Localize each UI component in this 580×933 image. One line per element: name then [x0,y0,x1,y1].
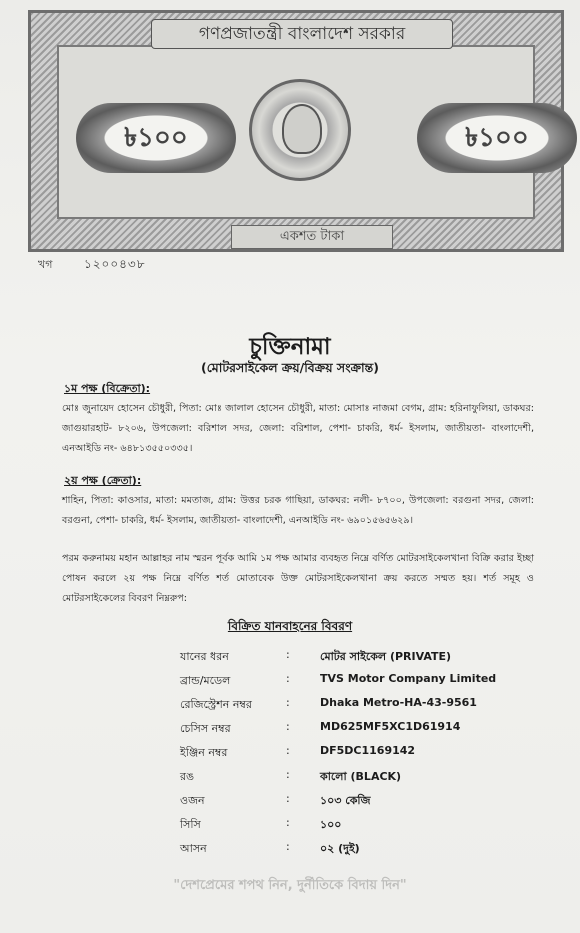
stamp-value-left: ৳১০০ [76,103,236,173]
stamp-serial [38,256,146,276]
stamp-frame [28,10,564,252]
table-row [180,840,540,860]
row-label: সিসি [180,818,201,831]
serial-number: ১২০০৪৩৮ [83,257,146,271]
row-value: TVS Motor Company Limited [320,672,497,685]
row-colon: : [286,840,290,853]
row-label: রঙ [180,770,195,783]
vehicle-table-title: বিক্রিত যানবাহনের বিবরণ [227,619,353,633]
row-value: ১০৩ কেজি [320,794,371,807]
row-label: ইঞ্জিন নম্বর [180,746,228,759]
row-colon: : [286,792,290,805]
footer-slogan: "দেশপ্রেমের শপথ নিন, দুর্নীতিকে বিদায় দিন" [173,878,407,893]
row-value: ০২ (দুই) [320,842,360,855]
row-label: ওজন [180,794,205,807]
document-title: চুক্তিনামা [249,334,331,360]
table-row [180,720,540,740]
intro-text: পরম করুনাময় মহান আল্লাহর নাম স্মরন পূর্বক আমি ১ম পক্ষ আমার ব্যবহৃত নিম্নে বর্ণিত মোটরসাইকেলখানা বিক্রি করার ইচ্ছা পোষন করলে ২য় পক্ষ নিম্নে বর্ণিত শর্ত মোতাবেক উক্ত মোটরসাইকেলখানা ক্রয় করতে সম্মত হয়। শর্ত সমূহ ও মোটরসাইকেলের বিবরণ নিম্নরুপ: [62,553,534,604]
row-colon: : [286,696,290,709]
row-label: যানের ধরন [180,650,229,663]
row-value: DF5DC1169142 [320,744,416,757]
row-value: কালো (BLACK) [320,770,402,783]
table-row [180,792,540,812]
party2-heading: ২য় পক্ষ (ক্রেতা): [64,474,142,487]
party1-heading: ১ম পক্ষ (বিক্রেতা): [64,382,151,395]
row-colon: : [286,648,290,661]
table-row [180,768,540,788]
table-row [180,696,540,716]
table-row [180,744,540,764]
row-value: ১০০ [320,818,342,831]
table-row [180,672,540,692]
row-label: আসন [180,842,207,855]
row-value: মোটর সাইকেল (PRIVATE) [320,650,452,663]
row-label: ব্রান্ড/মডেল [180,674,231,687]
stamp-title: গণপ্রজাতন্ত্রী বাংলাদেশ সরকার [151,19,453,49]
row-colon: : [286,672,290,685]
row-label: রেজিস্ট্রেশন নম্বর [180,698,252,711]
table-row [180,648,540,668]
row-colon: : [286,768,290,781]
row-label: চেসিস নম্বর [180,722,231,735]
row-colon: : [286,816,290,829]
party1-text: মোঃ জুনায়েদ হোসেন চৌধুরী, পিতা: মোঃ জালাল হোসেন চৌধুরী, মাতা: মোসাঃ নাজমা বেগম, গ্রাম: হরিনাফুলিয়া, ডাকঘর: জাগুয়ারহাট- ৮২০৬, উপজেলা: বরিশাল সদর, জেলা: বরিশাল, পেশা- চাকরি, ধর্ম- ইসলাম, জাতীয়তা- বাংলাদেশী, এনআইডি নং- ৬৪৮১৩৫৫০৩৩৫। [62,403,534,454]
party2-text: শাহিন, পিতা: কাওসার, মাতা: মমতাজ, গ্রাম: উত্তর চরক গাছিয়া, ডাকঘর: নলী- ৮৭০০, উপজেলা: বরগুনা সদর, জেলা: বরগুনা, পেশা- চাকরি, ধর্ম- ইসলাম, জাতীয়তা- বাংলাদেশী, এনআইডি নং- ৬৯০১৫৬৫৬২৯। [62,495,534,526]
row-value: MD625MF5XC1D61914 [320,720,461,733]
serial-prefix: খগ [38,258,53,271]
document-subtitle: (মোটরসাইকেল ক্রয়/বিক্রয় সংক্রান্ত) [201,360,379,375]
stamp-value-words: একশত টাকা [231,225,393,249]
national-emblem-icon [249,79,351,181]
row-value: Dhaka Metro-HA-43-9561 [320,696,477,709]
row-colon: : [286,720,290,733]
row-colon: : [286,744,290,757]
stamp-value-right: ৳১০০ [417,103,577,173]
table-row [180,816,540,836]
